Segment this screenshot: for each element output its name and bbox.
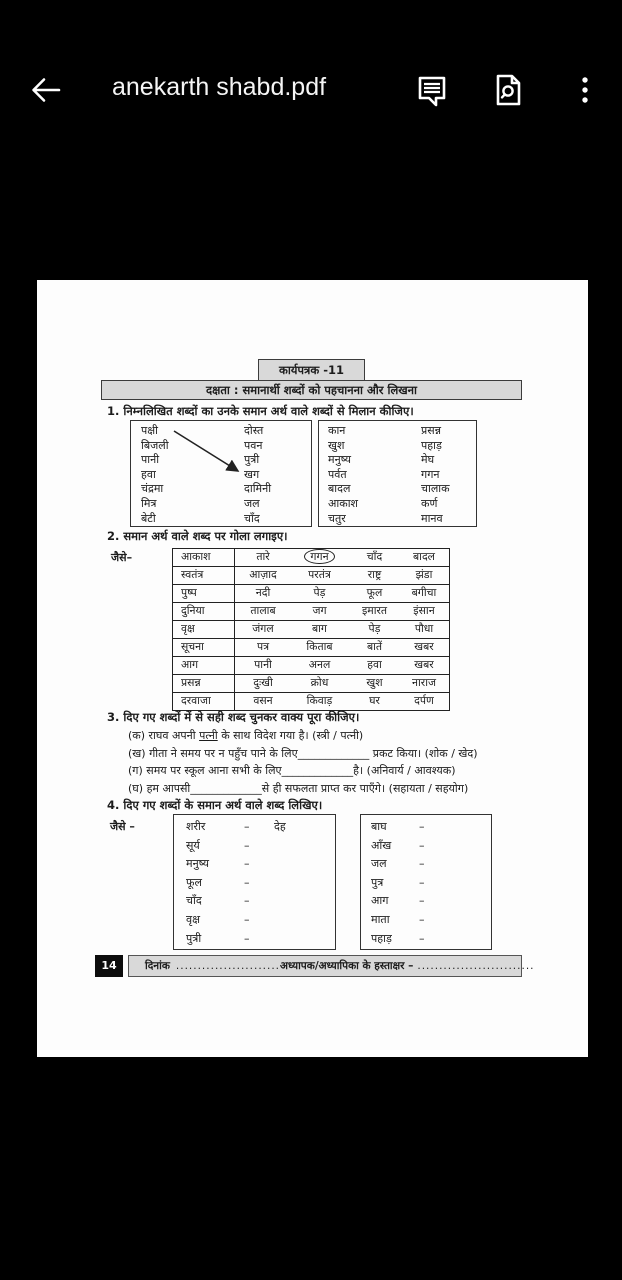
answer xyxy=(274,930,335,949)
answer xyxy=(274,874,335,893)
blank-line: _____________ xyxy=(297,747,370,760)
table-cell: परतंत्र xyxy=(308,568,331,581)
table-cell: तारे xyxy=(256,550,270,563)
table-cell: नदी xyxy=(255,586,271,599)
signature-label: अध्यापक/अध्यापिका के हस्ताक्षर – xyxy=(280,960,414,972)
table-cell: आग xyxy=(173,657,235,674)
answer xyxy=(274,855,335,874)
item-text: हम आपसी xyxy=(146,782,191,795)
match-word: चतुर xyxy=(328,511,346,525)
table-cell: हवा xyxy=(367,658,382,671)
item-label: (ख) xyxy=(128,747,146,760)
dash: – xyxy=(419,931,425,945)
list-item xyxy=(174,892,335,911)
table-cell: झंडा xyxy=(415,568,433,581)
table-row xyxy=(173,566,449,584)
table-cell: प्रसन्न xyxy=(173,675,235,692)
match-word: दामिनी xyxy=(244,482,272,496)
item-text: राघव अपनी xyxy=(148,729,200,742)
table-cell: चाँद xyxy=(366,550,383,563)
table-cell: वसन xyxy=(253,694,273,707)
footer-bar xyxy=(128,955,535,977)
word: फूल xyxy=(186,875,202,889)
match-word: मनुष्य xyxy=(328,453,351,467)
word: बाघ xyxy=(371,820,387,833)
table-cell: दुःखी xyxy=(253,676,273,689)
match-word: हवा xyxy=(141,467,156,481)
q3-item-gha xyxy=(128,781,468,796)
answer xyxy=(274,911,335,930)
word: पहाड़ xyxy=(371,931,392,945)
item-label: (घ) xyxy=(128,782,144,795)
match-word: पर्वत xyxy=(328,467,347,481)
table-cell: तालाब xyxy=(250,604,276,617)
word: पुत्र xyxy=(371,875,384,889)
table-cell: वृक्ष xyxy=(173,621,235,638)
item-label: (क) xyxy=(128,729,146,742)
table-row xyxy=(173,692,449,710)
match-word: मानव xyxy=(421,511,443,525)
worksheet-number-band: कार्यपत्रक -11 xyxy=(258,359,365,381)
dash: – xyxy=(244,931,250,945)
list-item xyxy=(361,874,491,893)
blank-line: _____________ xyxy=(281,764,354,777)
q2-heading: 2. समान अर्थ वाले शब्द पर गोला लगाइए। xyxy=(107,529,288,543)
q1-box1-right-column xyxy=(244,424,271,526)
word: शरीर xyxy=(186,820,206,833)
table-cell: राष्ट्र xyxy=(367,568,382,581)
table-cell: खबर xyxy=(414,658,434,671)
table-cell: घर xyxy=(369,694,380,707)
table-cell: पौधा xyxy=(414,622,434,635)
table-cell: किवाड़ xyxy=(306,694,333,707)
item-text: प्रकट किया। (शोक / खेद) xyxy=(369,747,478,760)
item-text: से ही सफलता प्राप्त कर पाएँगे। (सहायता / सहयोग) xyxy=(261,782,469,795)
table-cell: जंगल xyxy=(252,622,274,635)
match-word: बादल xyxy=(328,482,351,496)
match-word: कर्ण xyxy=(421,496,438,510)
list-item xyxy=(361,855,491,874)
table-cell: बगीचा xyxy=(411,586,437,599)
table-cell: फूल xyxy=(366,586,383,599)
dash: – xyxy=(419,875,425,889)
overflow-menu-icon[interactable] xyxy=(565,70,605,110)
match-word: पक्षी xyxy=(141,424,158,437)
q3-item-ga xyxy=(128,763,456,778)
word: माता xyxy=(371,912,390,926)
dash: – xyxy=(419,820,425,833)
back-arrow-icon[interactable] xyxy=(26,70,66,110)
table-row xyxy=(173,602,449,620)
table-row xyxy=(173,620,449,638)
circled-word: गगन xyxy=(304,549,334,564)
match-word: चंद्रमा xyxy=(141,482,164,496)
q4-left-box xyxy=(173,814,336,950)
app-bar xyxy=(0,0,622,150)
q4-heading: 4. दिए गए शब्दों के समान अर्थ वाले शब्द लिखिए। xyxy=(107,798,323,812)
list-item xyxy=(174,911,335,930)
table-cell: खुश xyxy=(366,676,383,689)
word: वृक्ष xyxy=(186,912,201,926)
q1-heading: 1. निम्नलिखित शब्दों का उनके समान अर्थ वाले शब्दों से मिलान कीजिए। xyxy=(107,404,414,418)
dash: – xyxy=(244,912,250,926)
dash: – xyxy=(244,820,250,833)
table-cell: आकाश xyxy=(173,549,235,566)
list-item xyxy=(361,818,491,837)
table-cell: नाराज xyxy=(411,676,436,689)
match-word: पवन xyxy=(244,438,263,452)
answer xyxy=(274,837,335,856)
table-cell: बातें xyxy=(366,640,383,653)
q3-heading: 3. दिए गए शब्दों में से सही शब्द चुनकर वाक्य पूरा कीजिए। xyxy=(107,710,360,724)
q4-right-box xyxy=(360,814,492,950)
q3-item-ka xyxy=(128,728,363,743)
table-cell: पत्र xyxy=(256,640,270,653)
item-text: समय पर स्कूल आना सभी के लिए xyxy=(146,764,282,777)
match-word: खुश xyxy=(328,438,345,452)
item-label: (ग) xyxy=(128,764,143,777)
table-cell xyxy=(291,549,348,566)
list-item xyxy=(174,818,335,837)
date-dotted-line: ........................ xyxy=(175,960,281,972)
q1-box2-right-column xyxy=(421,424,450,526)
signature-dotted-line: ........................... xyxy=(417,960,535,972)
skill-title-band: दक्षता : समानार्थी शब्दों को पहचानना और लिखना xyxy=(101,380,522,400)
table-cell: पुष्प xyxy=(173,585,235,602)
table-cell: इमारत xyxy=(361,604,388,617)
table-cell: पेड़ xyxy=(368,622,381,635)
page-number-badge: 14 xyxy=(95,955,123,977)
item-text: के साथ विदेश गया है। (स्त्री / पत्नी) xyxy=(217,729,364,742)
table-row xyxy=(173,638,449,656)
q1-match-box-1 xyxy=(130,420,312,527)
table-cell: क्रोध xyxy=(310,676,329,689)
table-cell: बाग xyxy=(311,622,328,635)
table-cell: पेड़ xyxy=(313,586,326,599)
word: सूर्य xyxy=(186,838,200,852)
match-word: खग xyxy=(244,467,260,481)
list-item xyxy=(174,874,335,893)
blank-line: _____________ xyxy=(190,782,262,795)
comment-icon[interactable] xyxy=(412,70,452,110)
list-item xyxy=(174,930,335,949)
match-word: जल xyxy=(244,496,260,510)
list-item xyxy=(174,837,335,856)
table-cell: दरवाजा xyxy=(173,693,235,710)
pdf-page[interactable] xyxy=(37,280,588,1057)
dash: – xyxy=(419,912,425,926)
table-cell: सूचना xyxy=(173,639,235,656)
dash: – xyxy=(419,838,425,852)
match-word: गगन xyxy=(421,467,440,481)
match-word: दोस्त xyxy=(244,424,264,437)
word: आँख xyxy=(371,838,392,852)
table-cell: इंसान xyxy=(413,604,435,617)
dash: – xyxy=(244,857,250,871)
table-row xyxy=(173,584,449,602)
word: मनुष्य xyxy=(186,857,209,871)
table-cell: स्वतंत्र xyxy=(173,567,235,584)
match-word: बिजली xyxy=(141,438,169,452)
match-word: कान xyxy=(328,424,346,437)
list-item xyxy=(174,855,335,874)
q1-box1-left-column xyxy=(141,424,169,526)
word: आग xyxy=(371,894,389,908)
table-cell: खबर xyxy=(414,640,434,653)
match-word: पानी xyxy=(141,453,160,467)
answer: देह xyxy=(274,820,286,833)
match-word: मित्र xyxy=(141,496,157,510)
q2-example-label: जैसे– xyxy=(111,551,133,564)
list-item xyxy=(361,911,491,930)
q4-example-label: जैसे – xyxy=(110,820,135,833)
match-word: आकाश xyxy=(328,496,359,510)
word: चाँद xyxy=(186,894,202,908)
table-row xyxy=(173,656,449,674)
table-cell: जग xyxy=(312,604,327,617)
dash: – xyxy=(244,875,250,889)
match-word: पहाड़ xyxy=(421,438,442,452)
q1-box2-left-column xyxy=(328,424,358,526)
q2-circle-table xyxy=(172,548,450,711)
dash: – xyxy=(419,894,425,908)
q3-item-kha xyxy=(128,746,478,761)
table-cell: दुनिया xyxy=(173,603,235,620)
table-cell: दर्पण xyxy=(414,694,434,707)
dash: – xyxy=(244,894,250,908)
underlined-answer: पत्नी xyxy=(199,729,218,742)
word: जल xyxy=(371,857,387,871)
match-word: प्रसन्न xyxy=(421,424,441,437)
answer xyxy=(274,892,335,911)
list-item xyxy=(361,837,491,856)
match-word: बेटी xyxy=(141,511,156,525)
item-text: गीता ने समय पर न पहुँच पाने के लिए xyxy=(149,747,298,760)
table-cell: पानी xyxy=(254,658,272,671)
table-row xyxy=(173,549,449,566)
word: पुत्री xyxy=(186,931,202,945)
item-text: है। (अनिवार्य / आवश्यक) xyxy=(353,764,456,777)
list-item xyxy=(361,930,491,949)
date-label: दिनांक xyxy=(145,960,170,972)
table-cell: अनल xyxy=(308,658,331,671)
match-word: पुत्री xyxy=(244,453,260,467)
dash: – xyxy=(419,857,425,871)
match-word: चालाक xyxy=(421,482,450,496)
table-cell: किताब xyxy=(306,640,333,653)
document-title: anekarth shabd.pdf xyxy=(112,73,327,101)
match-word: चाँद xyxy=(244,511,260,525)
list-item xyxy=(361,892,491,911)
q1-match-box-2 xyxy=(318,420,477,527)
table-cell: आज़ाद xyxy=(249,568,277,581)
find-in-page-icon[interactable] xyxy=(488,70,528,110)
match-word: मेघ xyxy=(421,453,435,467)
table-cell: बादल xyxy=(412,550,435,563)
dash: – xyxy=(244,838,250,852)
table-row xyxy=(173,674,449,692)
